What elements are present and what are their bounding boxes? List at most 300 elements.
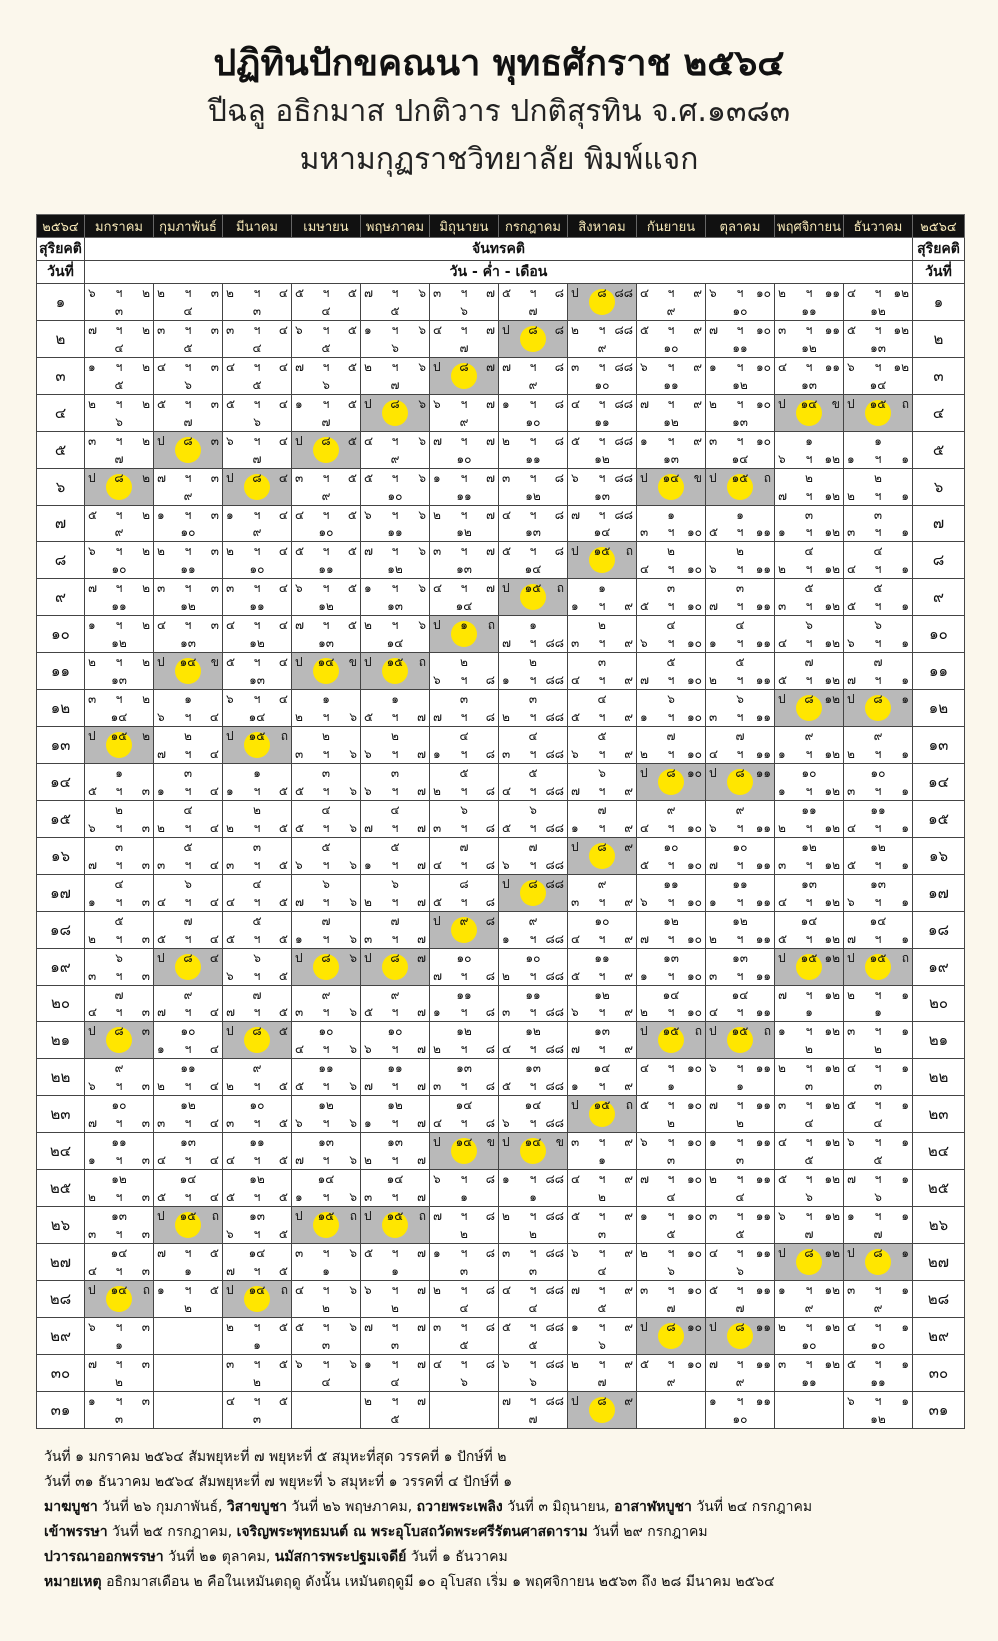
cell-weekday: ๔ (778, 1135, 788, 1150)
lunar-date-cell (85, 505, 154, 542)
cell-day-mark: ป (433, 913, 441, 928)
cell-sep: ฯ (805, 1282, 813, 1297)
cell-lunar-day: ๘ (597, 286, 607, 300)
calendar-row (37, 1022, 965, 1059)
day-number-right: ๔ (913, 394, 965, 431)
lunar-date-cell (568, 431, 637, 468)
calendar-row (37, 616, 965, 653)
cell-month: ๖ (418, 286, 426, 300)
cell-month: ๑ (901, 1393, 909, 1408)
cell-sep: ฯ (805, 1061, 813, 1076)
cell-lunar-day: ๓ (597, 655, 607, 670)
cell-lunar-day: ๗ (666, 729, 676, 744)
cell-sep: ฯ (184, 286, 192, 300)
cell-sep: ฯ (115, 544, 123, 559)
cell-weekday: ๑ (502, 931, 510, 946)
lunar-date-cell (499, 1096, 568, 1133)
cell-weekday: ๕ (847, 1098, 857, 1113)
lunar-date-cell (292, 653, 361, 690)
day-number-right: ๑๗ (913, 874, 965, 911)
cell-sep: ฯ (805, 820, 813, 835)
cell-lunar-day: ๒ (598, 1190, 606, 1205)
cell-sep: ฯ (805, 1209, 813, 1224)
lunar-date-cell (85, 653, 154, 690)
lunar-date-cell (568, 579, 637, 616)
cell-month: ๖ (349, 857, 357, 872)
cell-weekday: ๑ (709, 894, 717, 909)
lunar-date-cell (361, 1133, 430, 1170)
cell-sep: ฯ (736, 636, 744, 651)
lunar-date-cell (499, 394, 568, 431)
cell-sep: ฯ (874, 599, 882, 614)
lunar-date-cell (568, 800, 637, 837)
cell-sep: ฯ (805, 525, 813, 540)
cell-month: ๖ (349, 783, 357, 798)
cell-weekday: ๖ (847, 1135, 855, 1150)
lunar-date-cell (499, 1354, 568, 1391)
lunar-date-cell (223, 690, 292, 727)
cell-month: ๑๒ (824, 562, 840, 577)
cell-weekday: ๖ (433, 673, 441, 688)
cell-month: ๑ (901, 1356, 909, 1371)
lunar-date-cell (292, 837, 361, 874)
cell-day-mark: ป (157, 655, 165, 670)
cell-lunar-day: ๑ (322, 692, 330, 707)
cell-lunar-day: ๑๒ (870, 1412, 886, 1426)
cell-lunar-day: ๑๑ (663, 377, 679, 392)
lunar-date-cell (430, 1280, 499, 1317)
lunar-date-cell (499, 542, 568, 579)
cell-day-mark: ป (847, 396, 855, 411)
cell-sep: ฯ (184, 1190, 192, 1205)
cell-weekday: ๖ (640, 636, 648, 651)
cell-lunar-day: ๑๒ (180, 1098, 196, 1113)
cell-month: ๕ (347, 359, 357, 374)
calendar-type-row (37, 238, 965, 261)
cell-weekday: ๕ (295, 1079, 305, 1094)
lunar-date-cell (361, 874, 430, 911)
lunar-date-cell (85, 1354, 154, 1391)
cell-lunar-day: ๑๕ (869, 396, 887, 411)
cell-month: ๖ (349, 746, 357, 761)
lunar-date-cell (637, 1391, 706, 1428)
lunar-date-cell (568, 727, 637, 764)
cell-weekday: ๑ (778, 525, 786, 540)
lunar-date-cell (361, 1280, 430, 1317)
day-number-left: ๑๓ (37, 727, 85, 764)
lunar-date-cell (223, 1170, 292, 1207)
cell-month: ๙ (624, 673, 633, 688)
lunar-date-cell (637, 1354, 706, 1391)
cell-lunar-day: ๒ (460, 655, 468, 670)
cell-month: ๖ (349, 931, 357, 946)
cell-month: ๕ (347, 396, 357, 411)
cell-lunar-month: ๑๐ (687, 765, 702, 780)
cell-lunar-day: ๘ (114, 470, 124, 485)
lunar-date-cell (223, 394, 292, 431)
cell-day-mark: ป (778, 1245, 786, 1260)
cell-sep: ฯ (529, 507, 537, 522)
lunar-date-cell (223, 874, 292, 911)
lunar-date-cell (223, 542, 292, 579)
lunar-date-cell (430, 837, 499, 874)
lunar-date-cell (568, 911, 637, 948)
lunar-date-cell (154, 985, 223, 1022)
cell-month: ๘ (485, 1356, 495, 1371)
cell-month: ๕ (347, 581, 357, 596)
lunar-date-cell (706, 690, 775, 727)
cell-weekday: ๖ (364, 1282, 372, 1297)
cell-lunar-day: ๗ (528, 303, 538, 318)
cell-sep: ฯ (391, 618, 399, 633)
cell-lunar-day: ๒ (805, 470, 813, 485)
cell-day-mark: ป (433, 359, 441, 374)
cell-sep: ฯ (598, 1079, 606, 1094)
lunar-date-cell (844, 468, 913, 505)
cell-weekday: ๖ (502, 857, 510, 872)
cell-month: ๑๑ (755, 1172, 771, 1187)
cell-weekday: ๗ (778, 488, 788, 503)
cell-day-mark: ป (364, 1209, 372, 1224)
lunar-date-cell (844, 653, 913, 690)
cell-lunar-day: ๖ (184, 377, 192, 392)
lunar-date-cell (85, 394, 154, 431)
cell-month: ๗ (416, 1356, 426, 1371)
cell-lunar-day: ๑๐ (387, 488, 403, 503)
cell-lunar-day: ๑ (529, 1190, 537, 1205)
cell-lunar-day: ๑๐ (111, 562, 127, 577)
cell-weekday: ๖ (88, 1319, 96, 1334)
cell-lunar-day: ๓ (321, 765, 331, 780)
cell-month: ๓ (141, 1153, 150, 1168)
cell-day-mark: ป (226, 470, 234, 485)
cell-month: ๓ (210, 286, 219, 300)
cell-lunar-month: ๓ (141, 1024, 150, 1039)
cell-sep: ฯ (115, 322, 123, 337)
cell-month: ๙ (624, 1319, 633, 1334)
cell-lunar-day: ๕ (390, 303, 400, 318)
cell-lunar-month: ถ (556, 581, 564, 596)
cell-month: ๖ (349, 1042, 357, 1057)
lunar-date-cell (499, 985, 568, 1022)
cell-sep: ฯ (736, 1245, 744, 1260)
cell-month: ๗ (416, 1319, 426, 1334)
cell-lunar-day: ๑๑ (525, 987, 541, 1002)
cell-month: ๘ (485, 1116, 495, 1131)
lunar-date-cell (292, 1280, 361, 1317)
cell-sep: ฯ (874, 746, 882, 761)
cell-lunar-day: ๑๑ (870, 802, 886, 817)
cell-lunar-day: ๑๒ (801, 340, 817, 355)
day-number-right: ๓๑ (913, 1391, 965, 1428)
cell-lunar-day: ๑๔ (248, 1282, 266, 1297)
cell-sep: ฯ (805, 783, 813, 798)
cell-weekday: ๑ (709, 1393, 717, 1408)
cell-sep: ฯ (874, 1356, 882, 1371)
cell-weekday: ๖ (571, 470, 579, 485)
cell-lunar-day: ๕ (804, 1153, 814, 1168)
cell-lunar-day: ๙ (528, 913, 538, 928)
lunar-date-cell (85, 800, 154, 837)
cell-weekday: ๓ (157, 581, 166, 596)
cell-lunar-day: ๔ (459, 1300, 469, 1315)
cell-sep: ฯ (322, 470, 330, 485)
lunar-date-cell (844, 1059, 913, 1096)
cell-weekday: ๓ (571, 894, 580, 909)
cell-month: ๘ (485, 673, 495, 688)
cell-lunar-month: ถ (418, 1209, 426, 1224)
lunar-date-cell (292, 1243, 361, 1280)
note-line-6 (44, 1570, 954, 1595)
cell-day-mark: ป (157, 950, 165, 965)
remark-label: หมายเหตุ (44, 1574, 102, 1590)
cell-lunar-day: ๗ (735, 1300, 745, 1315)
cell-month: ๔ (209, 1079, 219, 1094)
lunar-date-cell (223, 1059, 292, 1096)
lunar-date-cell (499, 911, 568, 948)
cell-weekday: ๔ (88, 1263, 98, 1278)
cell-lunar-day: ๔ (528, 1300, 538, 1315)
lunar-date-cell (361, 394, 430, 431)
cell-month: ๒ (142, 322, 150, 337)
cell-weekday: ๔ (502, 1042, 512, 1057)
cell-weekday: ๗ (364, 820, 374, 835)
cell-sep: ฯ (736, 820, 744, 835)
cell-weekday: ๔ (847, 286, 857, 300)
cell-weekday: ๕ (226, 1190, 236, 1205)
cell-lunar-day: ๑๒ (525, 488, 541, 503)
cell-lunar-day: ๘ (873, 692, 883, 707)
cell-weekday: ๗ (709, 857, 719, 872)
cell-sep: ฯ (184, 1079, 192, 1094)
cell-lunar-day: ๑๐ (180, 1024, 196, 1039)
lunar-date-cell (706, 1207, 775, 1244)
day-number-left: ๒๕ (37, 1170, 85, 1207)
lunar-date-cell (637, 616, 706, 653)
day-number-left: ๑๐ (37, 616, 85, 653)
cell-month: ๔ (209, 894, 219, 909)
cell-weekday: ๕ (364, 710, 374, 725)
lunar-date-cell (637, 800, 706, 837)
cell-lunar-day: ๗ (459, 340, 469, 355)
cell-month: ๘ (485, 1209, 495, 1224)
lunar-date-cell (292, 468, 361, 505)
cell-sep: ฯ (529, 1393, 537, 1408)
cell-sep: ฯ (322, 618, 330, 633)
cell-lunar-month: ๑ (901, 692, 909, 707)
cell-weekday: ๒ (157, 1079, 165, 1094)
cell-sep: ฯ (529, 968, 537, 983)
lunar-date-cell (775, 690, 844, 727)
lunar-date-cell (706, 1354, 775, 1391)
lunar-date-cell (361, 948, 430, 985)
day-number-left: ๓ (37, 357, 85, 394)
cell-weekday: ๒ (709, 396, 717, 411)
cell-month: ๑๒ (824, 1209, 840, 1224)
cell-weekday: ๖ (778, 451, 786, 466)
cell-month: ๕ (347, 470, 357, 485)
cell-month: ๖ (349, 1356, 357, 1371)
lunar-date-cell (775, 911, 844, 948)
cell-weekday: ๖ (847, 359, 855, 374)
cell-weekday: ๓ (847, 1024, 856, 1039)
cell-month: ๖ (349, 1005, 357, 1020)
cell-sep: ฯ (322, 710, 330, 725)
cell-sep: ฯ (736, 857, 744, 872)
cell-lunar-day: ๑๕ (386, 1209, 404, 1224)
cell-weekday: ๒ (847, 987, 855, 1002)
lunar-date-cell (154, 1391, 223, 1428)
lunar-date-cell (223, 1354, 292, 1391)
cell-lunar-day: ๓ (390, 1337, 400, 1352)
cell-sep: ฯ (184, 396, 192, 411)
cell-lunar-day: ๑๔ (731, 987, 749, 1002)
cell-weekday: ๕ (157, 931, 167, 946)
month-header: กันยายน (637, 215, 706, 238)
lunar-date-cell (223, 727, 292, 764)
cell-weekday: ๔ (640, 1061, 650, 1076)
lunar-date-cell (844, 284, 913, 321)
cell-month: ๕ (278, 820, 288, 835)
cell-month: ๘๘ (614, 396, 633, 411)
lunar-date-cell (499, 800, 568, 837)
cell-lunar-day: ๑๐ (594, 377, 610, 392)
cell-month: ๔ (209, 931, 219, 946)
lunar-date-cell (361, 1207, 430, 1244)
cell-weekday: ๒ (364, 1393, 372, 1408)
cell-lunar-day: ๕ (666, 1226, 676, 1241)
day-number-right: ๑๔ (913, 763, 965, 800)
lunar-date-cell (568, 763, 637, 800)
cell-month: ๑๑ (755, 1209, 771, 1224)
cell-sep: ฯ (115, 1079, 123, 1094)
day-number-right: ๑๖ (913, 837, 965, 874)
cell-lunar-day: ๗ (459, 839, 469, 854)
cell-month: ๓ (141, 1356, 150, 1371)
lunar-date-cell (568, 542, 637, 579)
cell-sep: ฯ (184, 507, 192, 522)
lunar-date-cell (85, 1059, 154, 1096)
cell-lunar-day: ๒ (667, 544, 675, 559)
cell-lunar-day: ๖ (805, 618, 813, 633)
cell-lunar-day: ๗ (597, 802, 607, 817)
cell-sep: ฯ (667, 1061, 675, 1076)
cell-lunar-day: ๘ (666, 765, 676, 780)
cell-month: ๘๘ (545, 820, 564, 835)
lunar-date-cell (361, 357, 430, 394)
cell-sep: ฯ (736, 1209, 744, 1224)
cell-lunar-day: ๑ (253, 765, 261, 780)
lunar-date-cell (430, 468, 499, 505)
cell-sep: ฯ (667, 746, 675, 761)
cell-month: ๑๐ (687, 1172, 702, 1187)
cell-day-mark: ป (433, 1135, 441, 1150)
cell-lunar-day: ๕ (804, 581, 814, 596)
cell-sep: ฯ (322, 746, 330, 761)
cell-lunar-day: ๔ (666, 618, 676, 633)
cell-month: ๓ (141, 968, 150, 983)
cell-weekday: ๕ (847, 857, 857, 872)
cell-lunar-day: ๑๒ (525, 1024, 541, 1039)
cell-sep: ฯ (391, 359, 399, 374)
cell-sep: ฯ (667, 968, 675, 983)
cell-lunar-day: ๗ (321, 913, 331, 928)
holiday-date: วันที่ ๑ ธันวาคม (406, 1549, 508, 1565)
cell-sep: ฯ (253, 322, 261, 337)
cell-sep: ฯ (529, 433, 537, 448)
lunar-date-cell (637, 763, 706, 800)
lunar-date-cell (430, 763, 499, 800)
cell-lunar-day: ๔ (114, 340, 124, 355)
cell-lunar-day: ๑๒ (318, 1098, 334, 1113)
cell-sep: ฯ (529, 286, 537, 300)
cell-month: ๘ (554, 544, 564, 559)
cell-lunar-month: ถ (211, 1209, 219, 1224)
cell-lunar-day: ๙ (528, 377, 538, 392)
cell-lunar-day: ๙ (804, 729, 814, 744)
cell-sep: ฯ (115, 692, 123, 707)
cell-sep: ฯ (460, 673, 468, 688)
day-number-right: ๑๕ (913, 800, 965, 837)
cell-weekday: ๒ (88, 1190, 96, 1205)
cell-sep: ฯ (253, 894, 261, 909)
cell-sep: ฯ (460, 746, 468, 761)
cell-month: ๓ (210, 359, 219, 374)
lunar-date-cell (430, 1133, 499, 1170)
holiday-name: ถวายพระเพลิง (416, 1499, 503, 1515)
lunar-date-cell (775, 653, 844, 690)
cell-weekday: ๓ (778, 1098, 787, 1113)
cell-lunar-day: ๑๒ (180, 599, 196, 614)
cell-sep: ฯ (460, 1005, 468, 1020)
cell-lunar-day: ๑๔ (662, 470, 680, 485)
lunar-date-cell (430, 579, 499, 616)
cell-lunar-month: ๕ (278, 1024, 288, 1039)
cell-lunar-day: ๑๐ (180, 525, 196, 540)
cell-month: ๔ (209, 857, 219, 872)
cell-weekday: ๖ (295, 857, 303, 872)
cell-sep: ฯ (667, 857, 675, 872)
cell-weekday: ๖ (709, 562, 717, 577)
cell-lunar-day: ๒ (529, 655, 537, 670)
cell-sep: ฯ (874, 987, 882, 1002)
cell-weekday: ๑ (502, 673, 510, 688)
lunar-date-cell (154, 579, 223, 616)
cell-month: ๙ (693, 359, 702, 374)
cell-sep: ฯ (115, 1393, 123, 1408)
cell-month: ๕ (278, 1153, 288, 1168)
cell-month: ๑๑ (755, 1282, 771, 1297)
cell-month: ๙ (624, 783, 633, 798)
cell-lunar-day: ๕ (114, 377, 124, 392)
cell-month: ๔ (209, 1190, 219, 1205)
calendar-row (37, 985, 965, 1022)
cell-lunar-day: ๔ (873, 544, 883, 559)
lunar-date-cell (223, 1096, 292, 1133)
cell-sep: ฯ (391, 857, 399, 872)
cell-lunar-day: ๘ (390, 396, 400, 411)
lunar-date-cell (706, 985, 775, 1022)
cell-weekday: ๔ (88, 1005, 98, 1020)
cell-lunar-day: ๗ (735, 729, 745, 744)
cell-weekday: ๔ (709, 1005, 719, 1020)
cell-sep: ฯ (736, 894, 744, 909)
cell-day-mark: ป (295, 433, 303, 448)
cell-weekday: ๔ (226, 1153, 236, 1168)
cell-lunar-day: ๒ (115, 1374, 123, 1389)
cell-sep: ฯ (736, 599, 744, 614)
cell-sep: ฯ (460, 894, 468, 909)
